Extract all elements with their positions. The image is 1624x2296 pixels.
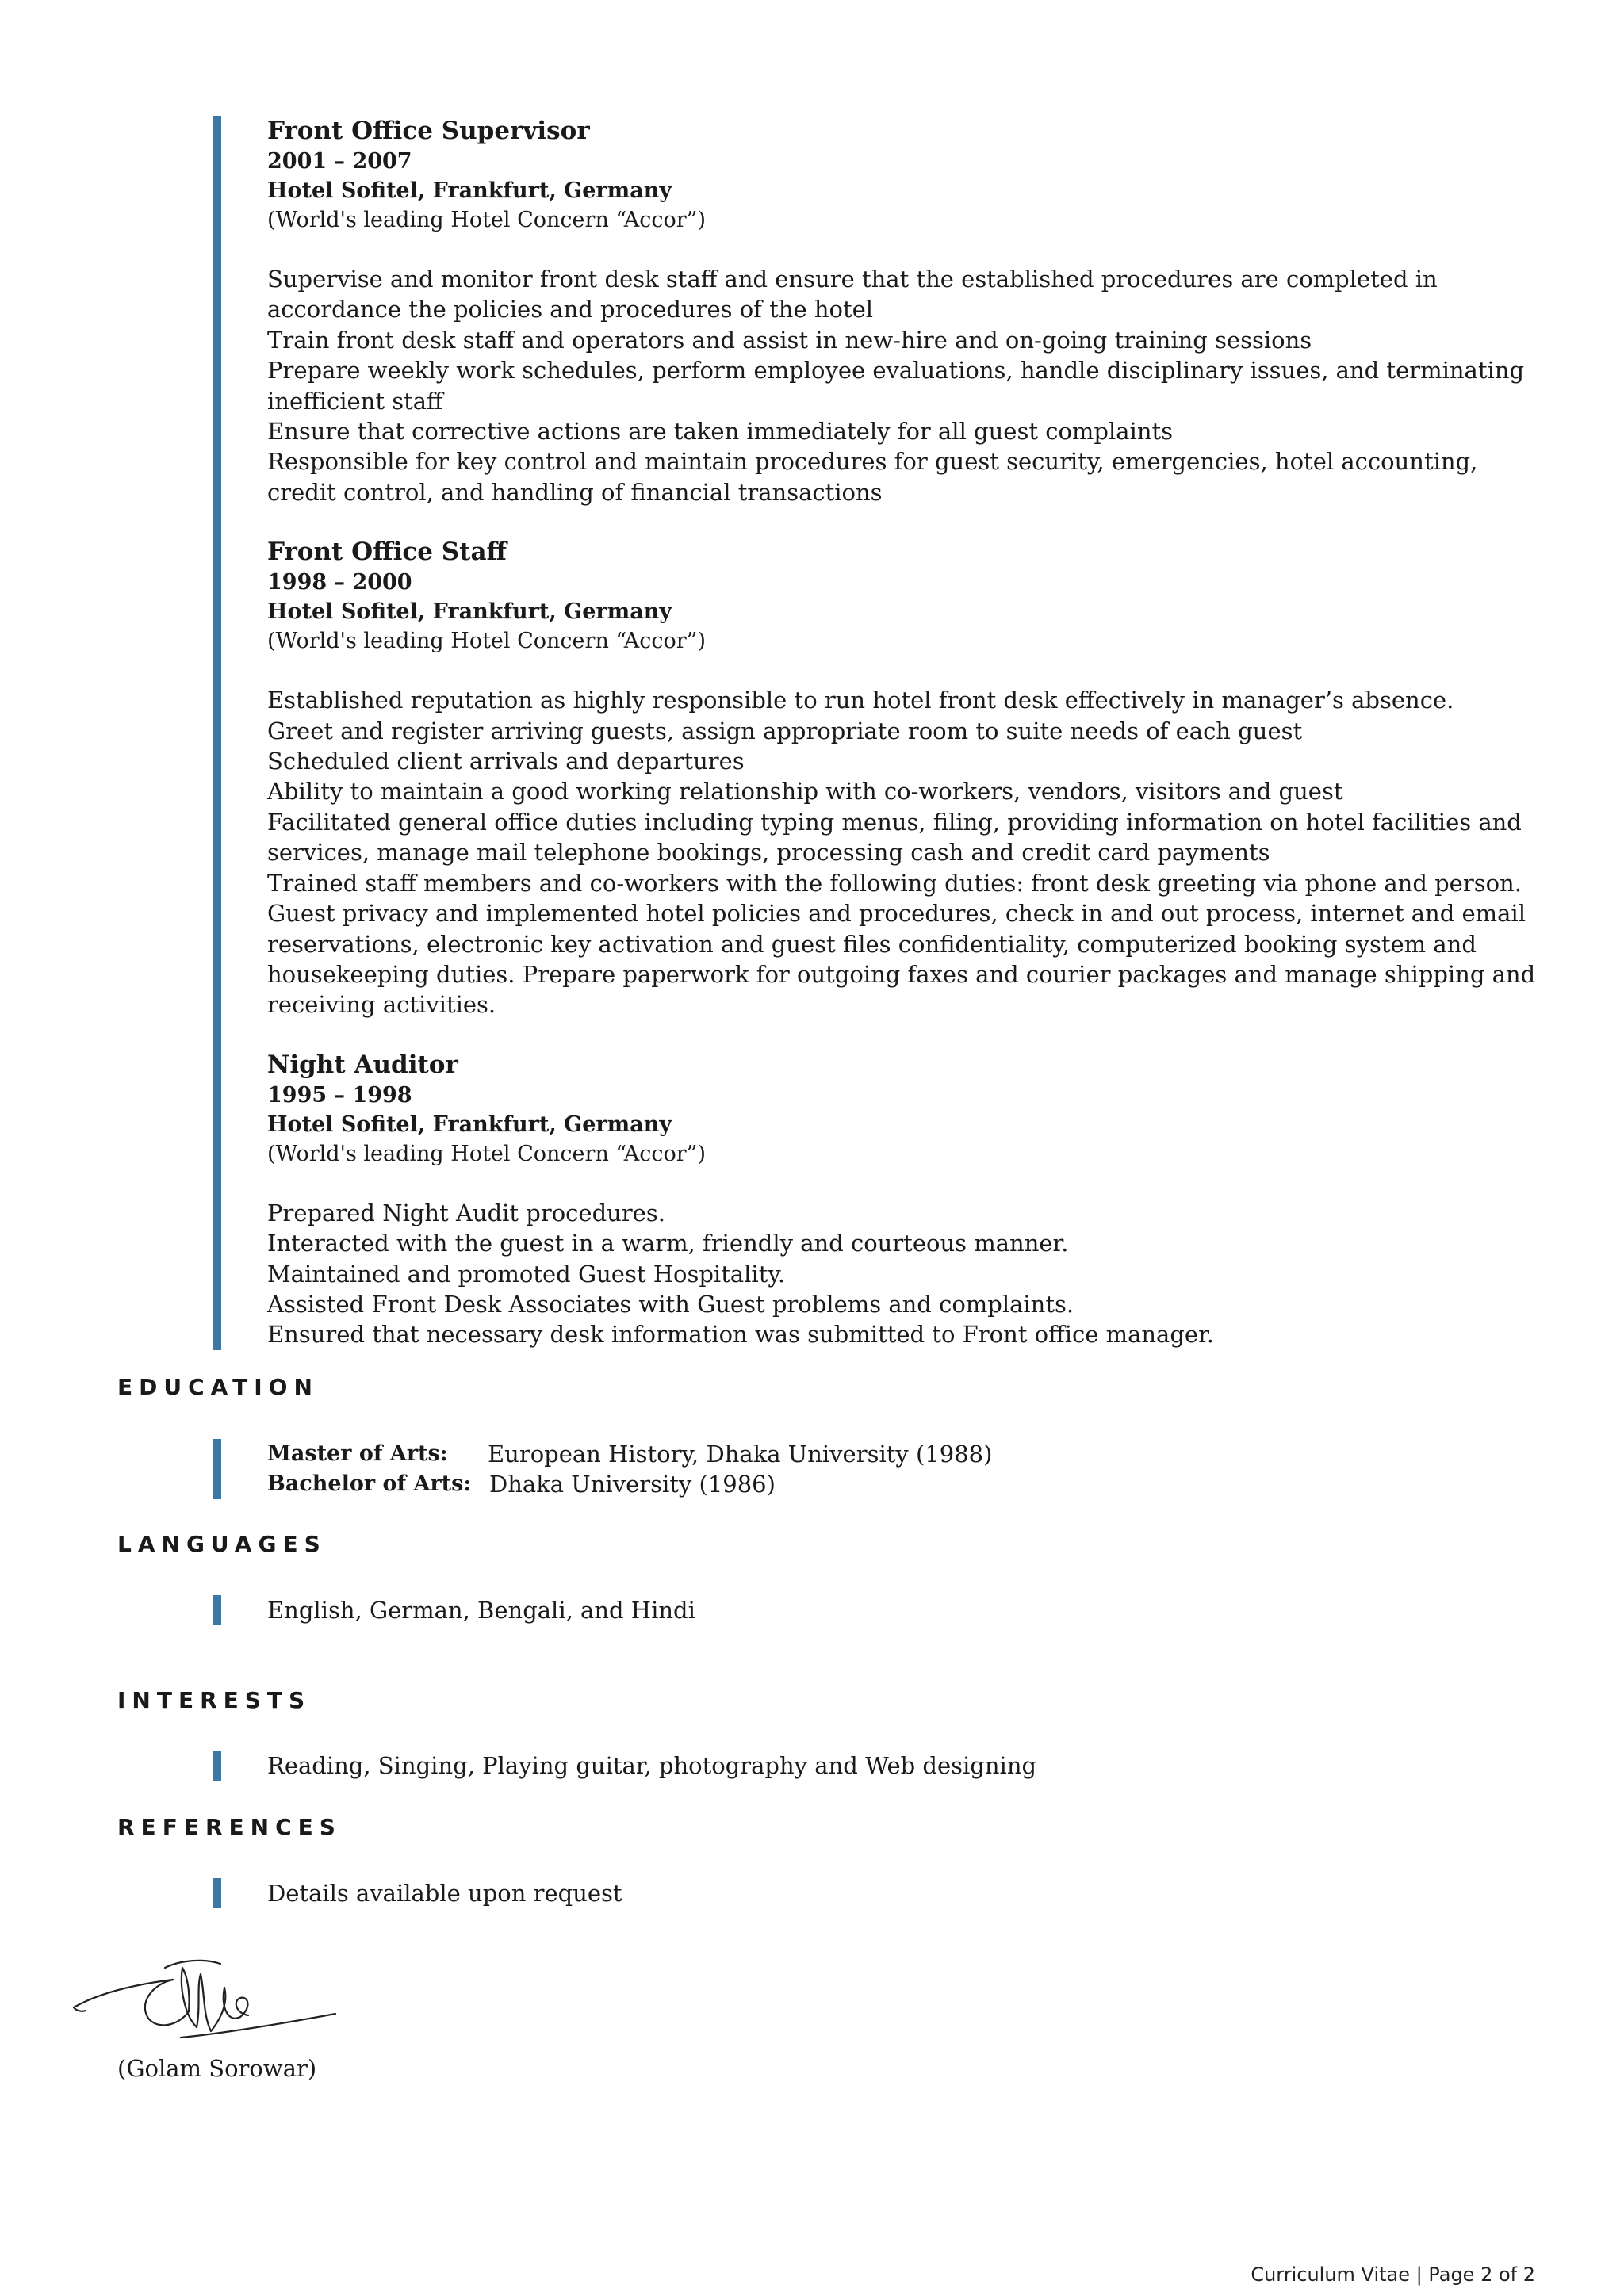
job-entry xyxy=(267,1050,1545,1350)
job-employer: Hotel Sofitel, Frankfurt, Germany xyxy=(267,178,672,203)
degree-label: Master of Arts: xyxy=(267,1441,448,1466)
interests-section xyxy=(213,1751,1323,1781)
job-employer: Hotel Sofitel, Frankfurt, Germany xyxy=(267,599,672,625)
degree-label: Bachelor of Arts: xyxy=(267,1471,472,1496)
duty-item: Ensured that necessary desk information was submitted to Front office manager. xyxy=(267,1321,1214,1349)
duty-item: Ability to maintain a good working relationship with co-workers, vendors, visitors and guest xyxy=(267,778,1343,806)
duty-item: Prepared Night Audit procedures. xyxy=(267,1199,665,1226)
duty-item: Established reputation as highly responsible to run hotel front desk effectively in manager’s absence. xyxy=(267,687,1454,714)
education-row xyxy=(267,1469,1164,1499)
job-entry xyxy=(267,116,1545,507)
duty-item: Supervise and monitor front desk staff and ensure that the established procedures are completed in accordance the policies and procedures of the hotel xyxy=(267,266,1438,323)
experience-section xyxy=(213,116,1545,1350)
degree-value: European History, Dhaka University (1988) xyxy=(488,1441,993,1468)
job-note: (World's leading Hotel Concern “Accor”) xyxy=(267,1141,706,1166)
duty-item: Responsible for key control and maintain procedures for guest security, emergencies, hotel accounting, credit control, and handling of financial transactions xyxy=(267,448,1478,506)
job-note: (World's leading Hotel Concern “Accor”) xyxy=(267,208,706,232)
references-heading: REFERENCES xyxy=(117,1814,342,1840)
education-heading: EDUCATION xyxy=(117,1374,319,1400)
duty-item: Facilitated general office duties including typing menus, filing, providing information on hotel facilities and services, manage mail telephone bookings, processing cash and credit card payments xyxy=(267,808,1522,867)
duty-item: Maintained and promoted Guest Hospitality. xyxy=(267,1260,786,1288)
job-title: Night Auditor xyxy=(267,1050,458,1079)
job-title: Front Office Staff xyxy=(267,538,507,567)
signatory-name: (Golam Sorowar) xyxy=(117,2055,317,2082)
languages-section xyxy=(213,1595,1164,1625)
job-employer: Hotel Sofitel, Frankfurt, Germany xyxy=(267,1112,672,1137)
duty-item: Greet and register arriving guests, assign appropriate room to suite needs of each guest xyxy=(267,717,1303,744)
job-title: Front Office Supervisor xyxy=(267,117,590,145)
page-footer: Curriculum Vitae | Page 2 of 2 xyxy=(1251,2263,1535,2286)
job-entry xyxy=(267,537,1545,1020)
languages-text: English, German, Bengali, and Hindi xyxy=(267,1597,695,1624)
duty-item: Train front desk staff and operators and assist in new-hire and on-going training sessions xyxy=(267,326,1312,354)
duty-item: Assisted Front Desk Associates with Guest problems and complaints. xyxy=(267,1290,1074,1318)
languages-heading: LANGUAGES xyxy=(117,1531,327,1557)
references-section xyxy=(213,1878,1164,1908)
duty-item: Scheduled client arrivals and departures xyxy=(267,748,745,775)
duty-item: Ensure that corrective actions are taken immediately for all guest complaints xyxy=(267,418,1174,446)
job-note: (World's leading Hotel Concern “Accor”) xyxy=(267,629,706,654)
interests-text: Reading, Singing, Playing guitar, photography and Web designing xyxy=(267,1752,1037,1779)
signature-image xyxy=(70,1944,339,2047)
duty-item: Trained staff members and co-workers with the following duties: front desk greeting via phone and person. Guest privacy and implemented hotel policies and procedures, check in and out process, internet and email reservations, electronic key activation and guest files confidentiality, computerized booking system and housekeeping duties. Prepare paperwork for outgoing faxes and courier packages and manage shipping and receiving activities. xyxy=(267,869,1536,1019)
references-text: Details available upon request xyxy=(267,1880,622,1907)
duty-item: Prepare weekly work schedules, perform employee evaluations, handle disciplinary issues, and terminating inefficient staff xyxy=(267,357,1525,415)
job-years: 1998 – 2000 xyxy=(267,570,412,595)
education-row xyxy=(267,1439,1164,1469)
interests-heading: INTERESTS xyxy=(117,1687,312,1713)
job-years: 2001 – 2007 xyxy=(267,149,412,174)
education-section xyxy=(213,1439,1164,1499)
degree-value: Dhaka University (1986) xyxy=(489,1471,776,1498)
job-years: 1995 – 1998 xyxy=(267,1082,412,1108)
duty-item: Interacted with the guest in a warm, friendly and courteous manner. xyxy=(267,1230,1069,1257)
